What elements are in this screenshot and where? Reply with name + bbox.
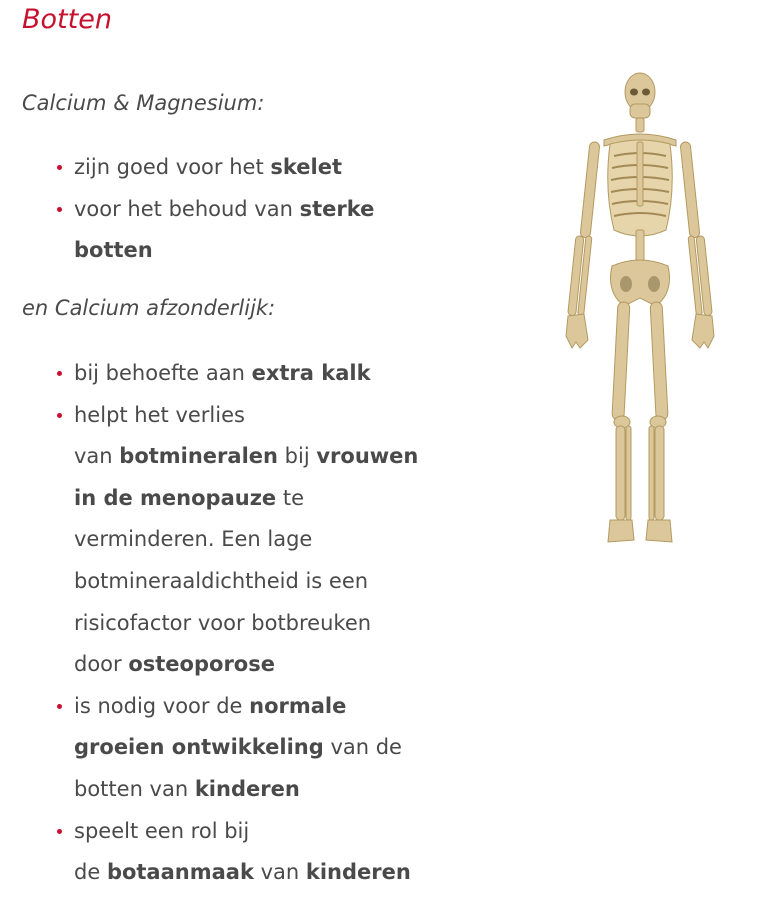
page-title: Botten	[22, 4, 112, 35]
item-text: helpt het verlies	[74, 402, 245, 427]
item-text: risicofactor voor botbreuken	[74, 610, 372, 635]
item-line	[74, 155, 342, 179]
item-line	[74, 694, 346, 718]
item-text-bold: botmineralen	[119, 444, 278, 469]
list-item	[56, 811, 476, 894]
item-text: van	[253, 860, 306, 885]
item-line	[74, 361, 371, 385]
item-line	[74, 735, 402, 759]
section-heading-calcium-magnesium: Calcium & Magnesium:	[22, 91, 265, 115]
bullet-icon	[57, 207, 62, 212]
list-item	[56, 353, 476, 395]
list-item	[56, 395, 476, 686]
item-text-bold: groeien ontwikkeling	[74, 735, 324, 760]
item-text: van de	[323, 735, 402, 760]
item-text: van	[74, 444, 120, 469]
item-line	[74, 860, 411, 884]
item-text: botmineraaldichtheid is een	[74, 568, 369, 593]
item-text-bold: botaanmaak	[106, 860, 254, 885]
bullet-icon	[57, 704, 62, 709]
item-text-bold: in de menopauze	[74, 485, 277, 510]
item-line	[74, 444, 418, 468]
item-text: voor het behoud van	[74, 196, 300, 221]
item-text: de	[74, 860, 107, 885]
bullet-icon	[57, 165, 62, 170]
item-text-bold: skelet	[270, 155, 342, 179]
list-calcium	[56, 353, 476, 894]
item-line	[74, 819, 249, 843]
item-text-bold: sterke	[299, 196, 375, 221]
item-text-bold: botten	[74, 238, 153, 263]
item-line	[74, 486, 304, 510]
item-text-bold: vrouwen	[316, 444, 419, 469]
list-item	[56, 147, 476, 189]
item-line	[74, 652, 275, 676]
item-line	[74, 197, 374, 221]
item-line	[74, 777, 300, 801]
bullet-icon	[57, 371, 62, 376]
item-text: is nodig voor de	[74, 693, 250, 718]
item-text: botten van	[74, 776, 195, 801]
item-line	[74, 611, 371, 635]
list-calcium-magnesium	[56, 147, 476, 272]
bullet-icon	[57, 829, 62, 834]
item-text: door	[74, 652, 129, 677]
list-item	[56, 189, 476, 272]
item-line	[74, 527, 312, 551]
item-text: te	[276, 485, 305, 510]
item-text-bold: extra kalk	[251, 361, 371, 385]
item-text: verminderen. Een lage	[74, 527, 313, 552]
skeleton-icon	[560, 70, 720, 550]
item-text-bold: kinderen	[194, 776, 300, 801]
item-text-bold: normale	[249, 693, 347, 718]
item-line	[74, 403, 245, 427]
item-text: zijn goed voor het	[74, 155, 271, 179]
section-heading-calcium: en Calcium afzonderlijk:	[22, 296, 276, 320]
item-line	[74, 238, 153, 262]
item-text: speelt een rol bij	[74, 818, 250, 843]
bullet-icon	[57, 413, 62, 418]
item-text: bij behoefte aan	[74, 361, 252, 385]
item-text: bij	[277, 444, 317, 469]
item-text-bold: osteoporose	[128, 652, 275, 677]
item-text-bold: kinderen	[305, 860, 411, 885]
list-item	[56, 686, 476, 811]
item-line	[74, 569, 368, 593]
